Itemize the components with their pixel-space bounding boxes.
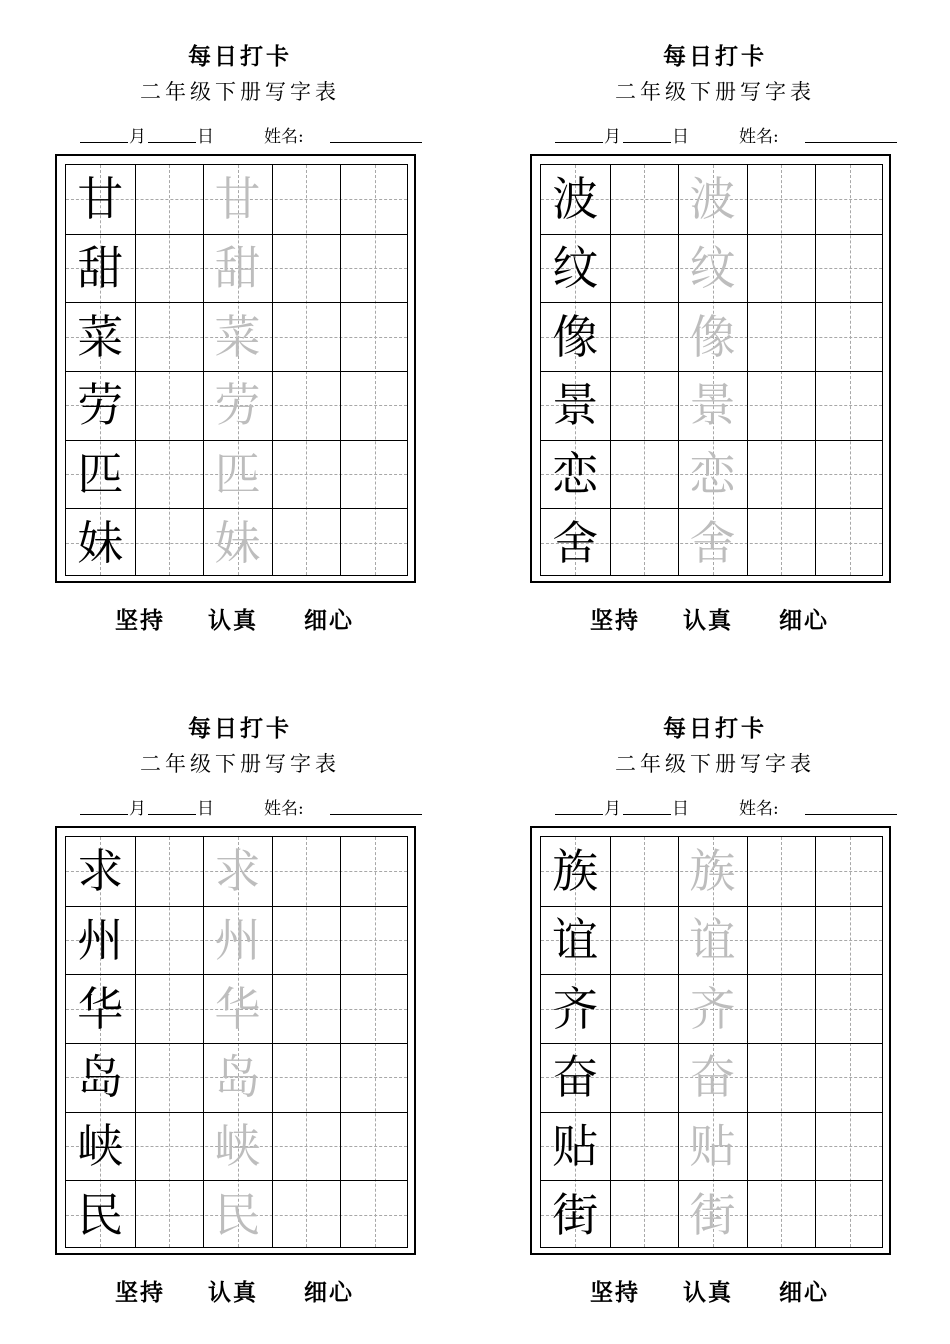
day-blank[interactable] xyxy=(623,142,671,143)
motto xyxy=(515,1274,935,1304)
worksheet-4 xyxy=(515,702,935,1322)
day-label: 日 xyxy=(672,127,689,147)
practice-cell[interactable] xyxy=(747,165,816,234)
motto-word: 坚持 xyxy=(115,607,165,634)
motto-word: 认真 xyxy=(208,1279,258,1306)
model-character: 求 xyxy=(77,844,124,899)
motto-word: 细心 xyxy=(779,607,829,634)
name-label: 姓名: xyxy=(264,127,304,147)
practice-cell[interactable] xyxy=(135,1112,204,1181)
motto-word: 认真 xyxy=(208,607,258,634)
motto-word: 认真 xyxy=(683,607,733,634)
practice-cell[interactable] xyxy=(747,906,816,975)
practice-cell[interactable] xyxy=(610,1043,679,1112)
practice-cell[interactable] xyxy=(815,837,884,906)
trace-character[interactable]: 妹 xyxy=(214,515,261,570)
name-blank[interactable] xyxy=(805,142,897,143)
month-blank[interactable] xyxy=(555,814,603,815)
sheet-subtitle: 二年级下册写字表 xyxy=(615,752,815,776)
month-blank[interactable] xyxy=(555,142,603,143)
practice-cell[interactable] xyxy=(272,302,341,371)
model-character: 波 xyxy=(552,172,599,227)
trace-character[interactable]: 匹 xyxy=(214,447,261,501)
practice-cell[interactable] xyxy=(747,440,816,509)
motto-word: 细心 xyxy=(779,1279,829,1306)
trace-character[interactable]: 州 xyxy=(214,912,261,967)
model-character: 舍 xyxy=(552,515,599,570)
model-character: 景 xyxy=(552,378,599,433)
trace-character[interactable]: 菜 xyxy=(214,309,261,364)
model-character: 匹 xyxy=(77,447,124,501)
name-label: 姓名: xyxy=(264,799,304,819)
practice-cell[interactable] xyxy=(135,508,204,577)
day-label: 日 xyxy=(197,799,214,819)
sheet-subtitle: 二年级下册写字表 xyxy=(140,752,340,776)
day-blank[interactable] xyxy=(148,814,196,815)
date-name-line xyxy=(80,794,422,820)
practice-cell[interactable] xyxy=(815,371,884,440)
month-label: 月 xyxy=(129,127,146,147)
model-character: 峡 xyxy=(77,1119,124,1173)
motto-word: 坚持 xyxy=(115,1279,165,1306)
trace-character[interactable]: 恋 xyxy=(689,447,736,501)
practice-cell[interactable] xyxy=(340,508,409,577)
model-character: 华 xyxy=(77,981,124,1036)
month-blank[interactable] xyxy=(80,142,128,143)
motto-word: 细心 xyxy=(304,1279,354,1306)
day-label: 日 xyxy=(197,127,214,147)
practice-cell[interactable] xyxy=(610,906,679,975)
practice-cell[interactable] xyxy=(747,1180,816,1249)
practice-cell[interactable] xyxy=(610,165,679,234)
date-name-line xyxy=(80,122,422,148)
trace-character[interactable]: 求 xyxy=(214,844,261,899)
practice-cell[interactable] xyxy=(815,302,884,371)
motto-word: 坚持 xyxy=(590,607,640,634)
practice-cell[interactable] xyxy=(610,302,679,371)
practice-cell[interactable] xyxy=(340,1043,409,1112)
model-character: 族 xyxy=(552,844,599,899)
motto xyxy=(40,602,460,632)
name-label: 姓名: xyxy=(739,127,779,147)
practice-cell[interactable] xyxy=(610,508,679,577)
practice-cell[interactable] xyxy=(135,165,204,234)
trace-character[interactable]: 甘 xyxy=(214,172,261,227)
trace-character[interactable]: 齐 xyxy=(689,981,736,1036)
practice-cell[interactable] xyxy=(747,837,816,906)
trace-character[interactable]: 街 xyxy=(689,1187,736,1242)
sheet-subtitle: 二年级下册写字表 xyxy=(140,80,340,104)
trace-character[interactable]: 贴 xyxy=(689,1119,736,1173)
writing-grid xyxy=(65,164,408,576)
practice-cell[interactable] xyxy=(815,906,884,975)
model-character: 菜 xyxy=(77,309,124,364)
name-blank[interactable] xyxy=(330,814,422,815)
model-character: 劳 xyxy=(77,378,124,433)
trace-character[interactable]: 奋 xyxy=(689,1050,736,1105)
practice-cell[interactable] xyxy=(272,508,341,577)
practice-cell[interactable] xyxy=(610,1180,679,1249)
motto-word: 认真 xyxy=(683,1279,733,1306)
model-character: 贴 xyxy=(552,1119,599,1173)
worksheet-2 xyxy=(515,30,935,650)
practice-cell[interactable] xyxy=(815,1112,884,1181)
trace-character[interactable]: 纹 xyxy=(689,240,736,295)
sheet-title: 每日打卡 xyxy=(663,715,767,742)
practice-cell[interactable] xyxy=(272,906,341,975)
practice-cell[interactable] xyxy=(272,165,341,234)
model-character: 纹 xyxy=(552,240,599,295)
practice-cell[interactable] xyxy=(272,974,341,1043)
model-character: 妹 xyxy=(77,515,124,570)
practice-cell[interactable] xyxy=(815,165,884,234)
trace-character[interactable]: 劳 xyxy=(214,378,261,433)
practice-cell[interactable] xyxy=(815,1043,884,1112)
model-character: 州 xyxy=(77,912,124,967)
practice-cell[interactable] xyxy=(610,837,679,906)
practice-cell[interactable] xyxy=(340,234,409,303)
practice-cell[interactable] xyxy=(815,234,884,303)
day-blank[interactable] xyxy=(623,814,671,815)
practice-cell[interactable] xyxy=(135,440,204,509)
day-blank[interactable] xyxy=(148,142,196,143)
motto-word: 细心 xyxy=(304,607,354,634)
month-label: 月 xyxy=(604,799,621,819)
trace-character[interactable]: 峡 xyxy=(214,1119,261,1173)
motto-word: 坚持 xyxy=(590,1279,640,1306)
practice-cell[interactable] xyxy=(747,974,816,1043)
sheet-subtitle: 二年级下册写字表 xyxy=(615,80,815,104)
model-character: 奋 xyxy=(552,1050,599,1105)
practice-cell[interactable] xyxy=(747,508,816,577)
date-name-line xyxy=(555,794,897,820)
trace-character[interactable]: 族 xyxy=(689,844,736,899)
practice-cell[interactable] xyxy=(610,234,679,303)
practice-cell[interactable] xyxy=(340,371,409,440)
motto xyxy=(515,602,935,632)
practice-cell[interactable] xyxy=(340,837,409,906)
writing-grid-frame xyxy=(530,826,891,1255)
model-character: 恋 xyxy=(552,447,599,501)
writing-grid-frame xyxy=(55,154,416,583)
practice-cell[interactable] xyxy=(815,974,884,1043)
trace-character[interactable]: 华 xyxy=(214,981,261,1036)
practice-cell[interactable] xyxy=(747,234,816,303)
worksheet-3 xyxy=(40,702,460,1322)
month-blank[interactable] xyxy=(80,814,128,815)
sheet-title: 每日打卡 xyxy=(663,43,767,70)
practice-cell[interactable] xyxy=(135,1180,204,1249)
practice-cell[interactable] xyxy=(135,974,204,1043)
model-character: 甜 xyxy=(77,240,124,295)
practice-cell[interactable] xyxy=(135,302,204,371)
practice-cell[interactable] xyxy=(340,165,409,234)
worksheet-1 xyxy=(40,30,460,650)
practice-cell[interactable] xyxy=(340,906,409,975)
practice-cell[interactable] xyxy=(815,508,884,577)
trace-character[interactable]: 甜 xyxy=(214,240,261,295)
day-label: 日 xyxy=(672,799,689,819)
practice-cell[interactable] xyxy=(815,1180,884,1249)
practice-cell[interactable] xyxy=(340,440,409,509)
model-character: 谊 xyxy=(552,912,599,967)
trace-character[interactable]: 景 xyxy=(689,378,736,433)
practice-cell[interactable] xyxy=(340,302,409,371)
practice-cell[interactable] xyxy=(340,1112,409,1181)
writing-grid-frame xyxy=(530,154,891,583)
practice-cell[interactable] xyxy=(135,837,204,906)
practice-cell[interactable] xyxy=(747,1112,816,1181)
trace-character[interactable]: 舍 xyxy=(689,515,736,570)
sheet-title: 每日打卡 xyxy=(188,43,292,70)
writing-grid-frame xyxy=(55,826,416,1255)
practice-cell[interactable] xyxy=(610,1112,679,1181)
practice-cell[interactable] xyxy=(272,234,341,303)
model-character: 像 xyxy=(552,309,599,364)
writing-grid xyxy=(540,836,883,1248)
model-character: 甘 xyxy=(77,172,124,227)
model-character: 齐 xyxy=(552,981,599,1036)
practice-cell[interactable] xyxy=(272,440,341,509)
name-label: 姓名: xyxy=(739,799,779,819)
practice-cell[interactable] xyxy=(135,1043,204,1112)
practice-cell[interactable] xyxy=(272,1112,341,1181)
practice-cell[interactable] xyxy=(340,1180,409,1249)
date-name-line xyxy=(555,122,897,148)
practice-cell[interactable] xyxy=(815,440,884,509)
practice-cell[interactable] xyxy=(610,974,679,1043)
model-character: 民 xyxy=(77,1187,124,1242)
practice-cell[interactable] xyxy=(610,371,679,440)
month-label: 月 xyxy=(129,799,146,819)
practice-cell[interactable] xyxy=(272,371,341,440)
model-character: 岛 xyxy=(77,1050,124,1105)
trace-character[interactable]: 民 xyxy=(214,1187,261,1242)
model-character: 街 xyxy=(552,1187,599,1242)
sheet-title: 每日打卡 xyxy=(188,715,292,742)
motto xyxy=(40,1274,460,1304)
practice-cell[interactable] xyxy=(135,234,204,303)
trace-character[interactable]: 像 xyxy=(689,309,736,364)
name-blank[interactable] xyxy=(330,142,422,143)
practice-cell[interactable] xyxy=(340,974,409,1043)
name-blank[interactable] xyxy=(805,814,897,815)
practice-cell[interactable] xyxy=(272,1043,341,1112)
trace-character[interactable]: 岛 xyxy=(214,1050,261,1105)
practice-cell[interactable] xyxy=(747,302,816,371)
practice-cell[interactable] xyxy=(135,906,204,975)
month-label: 月 xyxy=(604,127,621,147)
practice-cell[interactable] xyxy=(272,1180,341,1249)
writing-grid xyxy=(65,836,408,1248)
practice-cell[interactable] xyxy=(135,371,204,440)
practice-cell[interactable] xyxy=(272,837,341,906)
practice-cell[interactable] xyxy=(747,1043,816,1112)
writing-grid xyxy=(540,164,883,576)
practice-cell[interactable] xyxy=(610,440,679,509)
practice-cell[interactable] xyxy=(747,371,816,440)
trace-character[interactable]: 谊 xyxy=(689,912,736,967)
trace-character[interactable]: 波 xyxy=(689,172,736,227)
